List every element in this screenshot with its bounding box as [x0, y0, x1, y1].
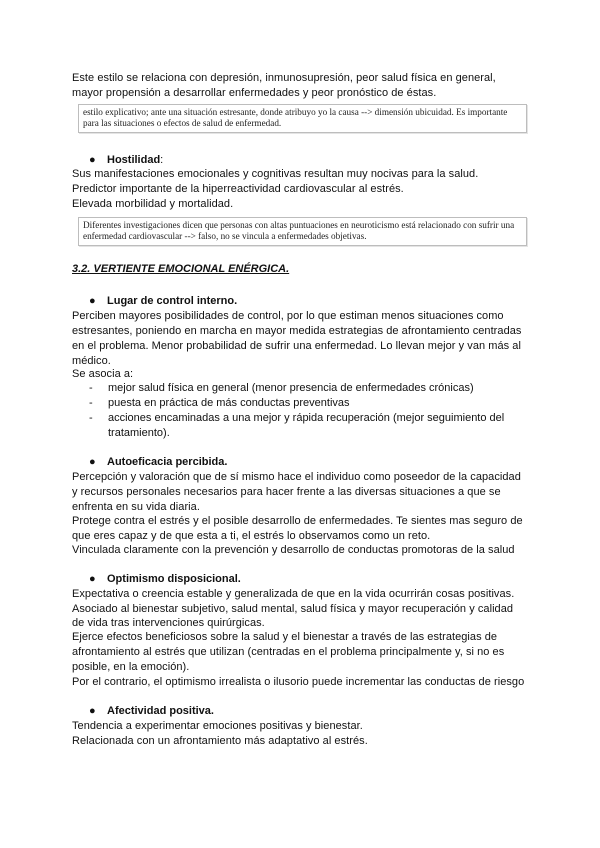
paragraph-line: en el problema. Menor probabilidad de sufrir una enfermedad. Lo llevan mejor y van más al: [72, 340, 521, 352]
paragraph-line: Tendencia a experimentar emociones positivas y bienestar.: [72, 720, 363, 732]
paragraph-line: enfrenta en su vida diaria.: [72, 501, 200, 513]
list-item-text: puesta en práctica de más conductas preventivas: [108, 397, 350, 409]
dash-marker: -: [89, 397, 93, 409]
paragraph-line: Expectativa o creencia estable y generalizada de que en la vida ocurrirán cosas positivas.: [72, 588, 515, 600]
paragraph-line: y recursos personales necesarios para hacer frente a las diversas situaciones a que se: [72, 486, 501, 498]
section-title: 3.2. VERTIENTE EMOCIONAL ENÉRGICA.: [72, 263, 290, 275]
paragraph-line: Se asocia a:: [72, 368, 134, 380]
paragraph-line: Vinculada claramente con la prevención y desarrollo de conductas promotoras de la salud: [72, 544, 515, 556]
paragraph-line: que eres capaz y de que esta a ti, el estrés lo observamos como un reto.: [72, 530, 431, 542]
paragraph-line: Relacionada con un afrontamiento más adaptativo al estrés.: [72, 735, 368, 747]
heading-text: Hostilidad: [107, 154, 161, 166]
paragraph-line: posible, en la emoción).: [72, 661, 190, 673]
quote-box: [78, 104, 527, 133]
heading-text: Optimismo disposicional.: [107, 573, 241, 585]
bullet-icon: ●: [89, 456, 96, 468]
heading-text: Autoeficacia percibida.: [107, 456, 228, 468]
paragraph-line: Sus manifestaciones emocionales y cognitivas resultan muy nocivas para la salud.: [72, 168, 479, 180]
paragraph-line: Asociado al bienestar subjetivo, salud mental, salud física y mayor recuperación y calidad: [72, 603, 514, 615]
paragraph-line: Este estilo se relaciona con depresión, inmunosupresión, peor salud física en general,: [72, 72, 496, 84]
heading-text: Lugar de control interno.: [107, 295, 238, 307]
bullet-icon: ●: [89, 154, 96, 166]
list-item-text: tratamiento).: [108, 427, 170, 439]
paragraph-line: estresantes, poniendo en marcha en mayor medida estrategias de afrontamiento centradas: [72, 325, 522, 337]
paragraph-line: Por el contrario, el optimismo irrealista o ilusorio puede incrementar las conductas de riesgo: [72, 676, 525, 688]
bullet-icon: ●: [89, 295, 96, 307]
quote-line: estilo explicativo; ante una situación estresante, donde atribuyo yo la causa --> dimensión ubicuidad. Es importante: [83, 107, 508, 117]
quote-line: para las situaciones o efectos de salud de enfermedad.: [83, 118, 282, 128]
paragraph-line: de vida tras intervenciones quirúrgicas.: [72, 617, 265, 629]
paragraph-line: Elevada morbilidad y mortalidad.: [72, 198, 234, 210]
quote-line: enfermedad cardiovascular --> falso, no se vincula a enfermedades objetivas.: [83, 231, 367, 241]
paragraph-line: Ejerce efectos beneficiosos sobre la salud y el bienestar a través de las estrategias de: [72, 631, 498, 643]
list-item-text: mejor salud física en general (menor presencia de enfermedades crónicas): [108, 382, 474, 394]
quote-box: [78, 217, 527, 246]
paragraph-line: afrontamiento al estrés que utilizan (centradas en el problema principalmente y, si no es: [72, 646, 505, 658]
dash-marker: -: [89, 382, 93, 394]
paragraph-line: Percepción y valoración que de sí mismo hace el individuo como poseedor de la capacidad: [72, 471, 521, 483]
paragraph-line: Perciben mayores posibilidades de control, por lo que estiman menos situaciones como: [72, 310, 504, 322]
list-item-text: acciones encaminadas a una mejor y rápida recuperación (mejor seguimiento del: [108, 412, 505, 424]
heading-colon: :: [160, 154, 164, 166]
paragraph-line: mayor propensión a desarrollar enfermedades y peor pronóstico de éstas.: [72, 87, 437, 99]
quote-line: Diferentes investigaciones dicen que personas con altas puntuaciones en neuroticismo está relacionado con sufrir una: [83, 220, 515, 230]
paragraph-line: Predictor importante de la hiperreactividad cardiovascular al estrés.: [72, 183, 404, 195]
paragraph-line: Protege contra el estrés y el posible desarrollo de enfermedades. Te sientes mas seguro de: [72, 515, 523, 527]
bullet-icon: ●: [89, 705, 96, 717]
bullet-icon: ●: [89, 573, 96, 585]
dash-marker: -: [89, 412, 93, 424]
heading-text: Afectividad positiva.: [107, 705, 214, 717]
paragraph-line: médico.: [72, 355, 111, 367]
